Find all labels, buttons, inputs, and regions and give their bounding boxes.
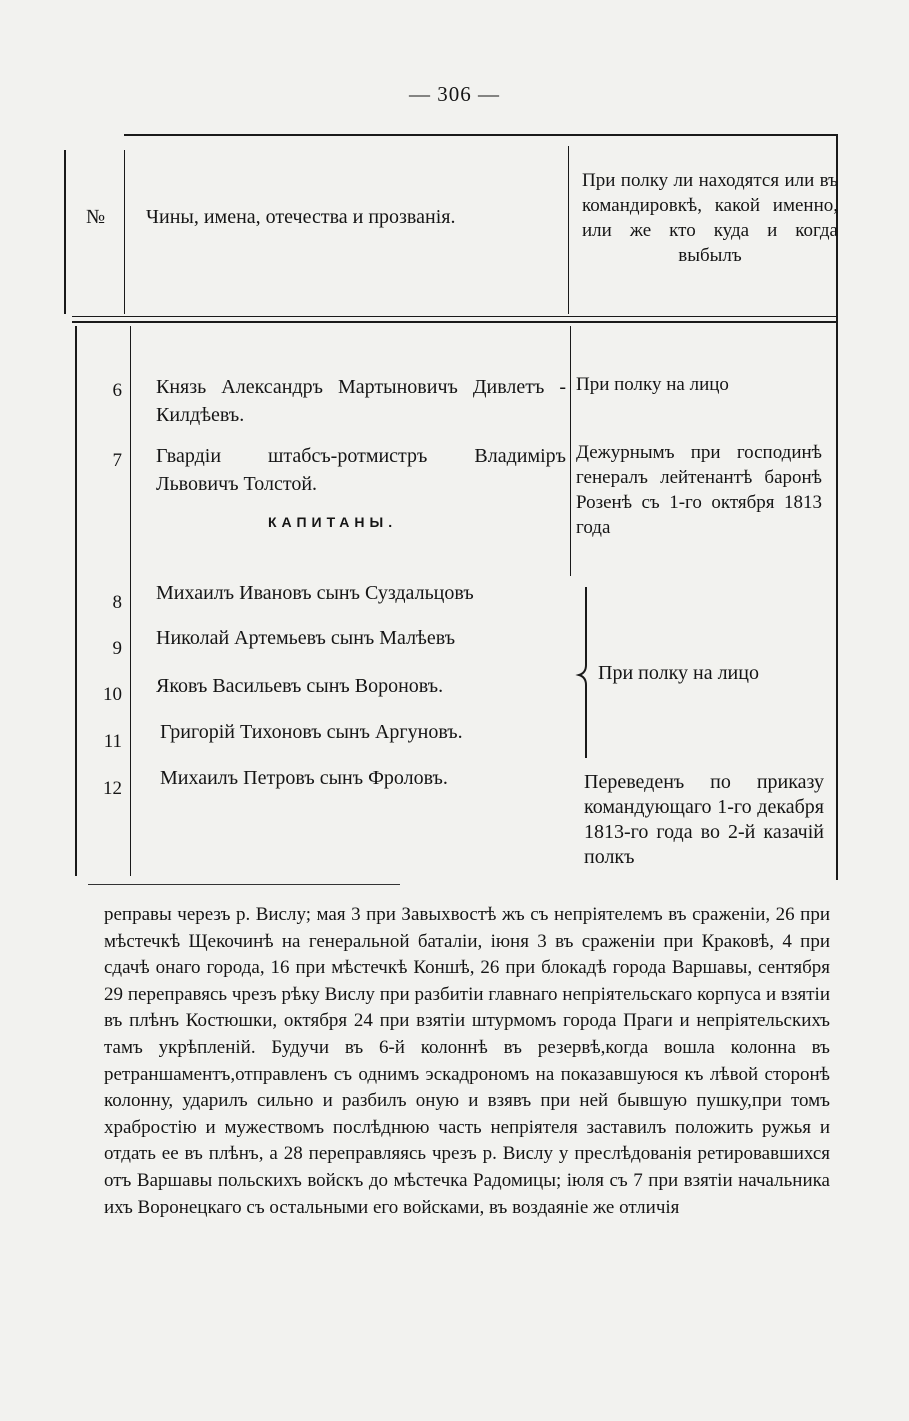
column-rule-1: [124, 150, 125, 314]
row-number: 11: [103, 731, 122, 752]
row-status: Дежурнымъ при господинѣ генералъ лейтенантѣ баронѣ Розенѣ съ 1-го октября 1813 года: [576, 442, 822, 538]
row-name: Николай Артемьевъ сынъ Малѣевъ: [156, 627, 456, 649]
page-number: — 306 —: [409, 82, 500, 106]
table-left-rule-lower: [75, 326, 77, 876]
row-number: 7: [112, 450, 122, 471]
row-status: Переведенъ по приказу командующаго 1-го декабря 1813-го года во 2-й казачій полкъ: [584, 771, 824, 868]
brace-icon: [574, 585, 594, 760]
row-name: Григорій Тихоновъ сынъ Аргуновъ.: [160, 721, 463, 743]
header-double-rule-top: [72, 316, 836, 317]
header-status: При полку ли находятся или въ командировкѣ, какой именно, или же кто куда и когда выбылъ: [582, 170, 838, 266]
row-name: Михаилъ Петровъ сынъ Фроловъ.: [160, 767, 448, 789]
header-number: №: [86, 206, 106, 228]
row-name: Гвардіи штабсъ-ротмистръ Владиміръ Львовичъ Толстой.: [156, 445, 566, 495]
row-number: 8: [112, 592, 122, 613]
row-name: Михаилъ Ивановъ сынъ Суздальцовъ: [156, 582, 474, 604]
text-separator-rule: [88, 884, 400, 885]
group-status: При полку на лицо: [598, 662, 759, 684]
row-number: 10: [103, 684, 122, 705]
row-number: 6: [112, 380, 122, 401]
table-left-rule: [64, 150, 66, 314]
row-status: При полку на лицо: [576, 374, 729, 395]
row-number: 9: [112, 638, 122, 659]
header-double-rule-bottom: [72, 321, 836, 323]
row-name: Яковъ Васильевъ сынъ Вороновъ.: [156, 675, 444, 697]
column-rule-2: [568, 146, 569, 314]
row-name: Князь Александръ Мартыновичъ Дивлетъ - Килдѣевъ.: [156, 376, 566, 426]
body-paragraph: реправы черезъ р. Вислу; мая 3 при Завыхвостѣ жъ съ непріятелемъ въ сраженіи, 26 при мѣстечкѣ Щекочинѣ на генеральной баталіи, іюня 3 въ сраженіи при Краковѣ, 4 при сдачѣ онаго города, 16 при мѣстечкѣ Коншѣ, 26 при блокадѣ города Варшавы, сентября 29 переправясь чрезъ рѣку Вислу при разбитіи главнаго непріятельскаго корпуса и взятіи въ плѣнъ Костюшки, октября 24 при взятіи штурмомъ города Праги и непріятельскихъ тамъ укрѣпленій. Будучи въ 6-й колоннѣ въ резервѣ,когда вошла колонна въ ретраншаментъ,отправленъ съ однимъ эскадрономъ на показавшуюся къ лѣвой сторонѣ колонну, ударилъ сильно и разбилъ оную и взявъ при ней бывшую пушку,при томъ храбростію и мужествомъ послѣднюю часть непріятеля заставилъ положить ружья и отдать ее въ плѣнъ, а 28 переправляясь чрезъ р. Вислу у преслѣдованія ретировавшихся отъ Варшавы польскихъ войскъ до мѣстечка Радомицы; іюля съ 7 при взятіи начальника ихъ Воронецкаго съ остальными его войсками, въ воздаяніе же отличія: [104, 904, 830, 1218]
column-rule-2-lower: [570, 326, 571, 576]
column-rule-1-lower: [130, 326, 131, 876]
header-names: Чины, имена, отечества и прозванія.: [146, 206, 456, 228]
table-top-rule: [124, 134, 836, 136]
section-caption: КАПИТАНЫ.: [268, 514, 398, 530]
row-number: 12: [103, 778, 122, 799]
